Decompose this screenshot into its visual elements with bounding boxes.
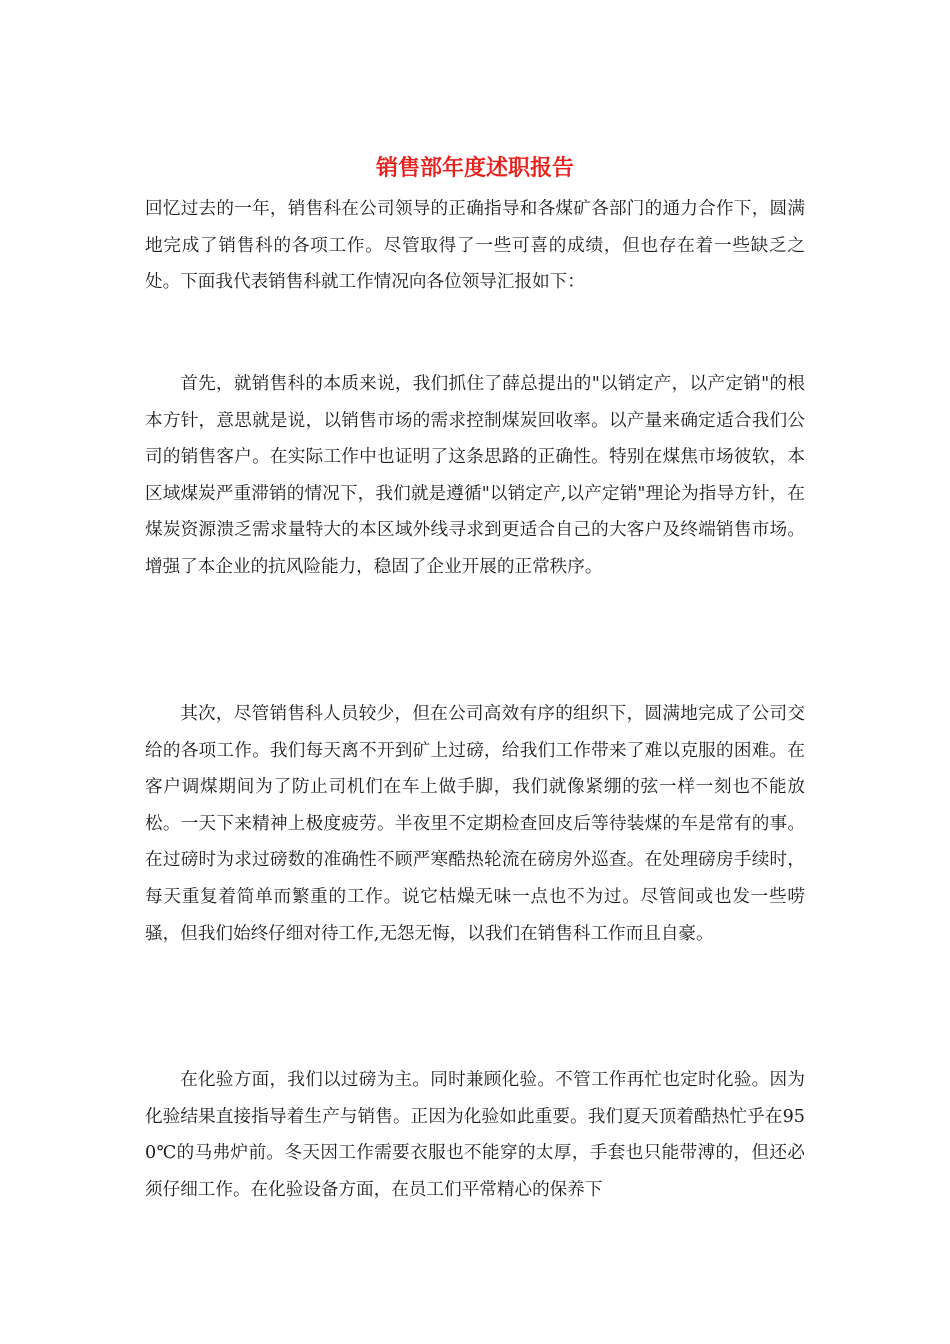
paragraph-first-point: 首先，就销售科的本质来说，我们抓住了薛总提出的"以销定产，以产定销"的根本方针，意思就是说，以销售市场的需求控制煤炭回收率。以产量来确定适合我们公司的销售客户。在实际工作中也证明了这条思路的正确性。特别在煤焦市场彼软，本区域煤炭严重滞销的情况下，我们就是遵循"以销定产,以产定销"理论为指导方针，在煤炭资源溃乏需求量特大的本区域外线寻求到更适合自己的大客户及终端销售市场。增强了本企业的抗风险能力，稳固了企业开展的正常秩序。 [145, 374, 805, 577]
document-title: 销售部年度述职报告 [375, 155, 574, 181]
paragraph-lab-testing: 在化验方面，我们以过磅为主。同时兼顾化验。不管工作再忙也定时化验。因为化验结果直接指导着生产与销售。正因为化验如此重要。我们夏天顶着酷热忙乎在950℃的马弗炉前。冬天因工作需要衣服也不能穿的太厚，手套也只能带溥的，但还必须仔细工作。在化验设备方面，在员工们平常精心的保养下 [145, 1070, 805, 1200]
paragraph-second-point: 其次，尽管销售科人员较少，但在公司高效有序的组织下，圆满地完成了公司交给的各项工作。我们每天离不开到矿上过磅，给我们工作带来了难以克服的困难。在客户调煤期间为了防止司机们在车上做手脚，我们就像紧绷的弦一样一刻也不能放松。一天下来精神上极度疲劳。半夜里不定期检查回皮后等待装煤的车是常有的事。在过磅时为求过磅数的准确性不顾严寒酷热轮流在磅房外巡查。在处理磅房手续时，每天重复着简单而繁重的工作。说它枯燥无味一点也不为过。尽管间或也发一些唠骚，但我们始终仔细对待工作,无怨无悔，以我们在销售科工作而且自豪。 [145, 704, 805, 944]
paragraph-intro: 回忆过去的一年，销售科在公司领导的正确指导和各煤矿各部门的通力合作下，圆满地完成了销售科的各项工作。尽管取得了一些可喜的成绩，但也存在着一些缺乏之处。下面我代表销售科就工作情况向各位领导汇报如下： [145, 199, 805, 293]
